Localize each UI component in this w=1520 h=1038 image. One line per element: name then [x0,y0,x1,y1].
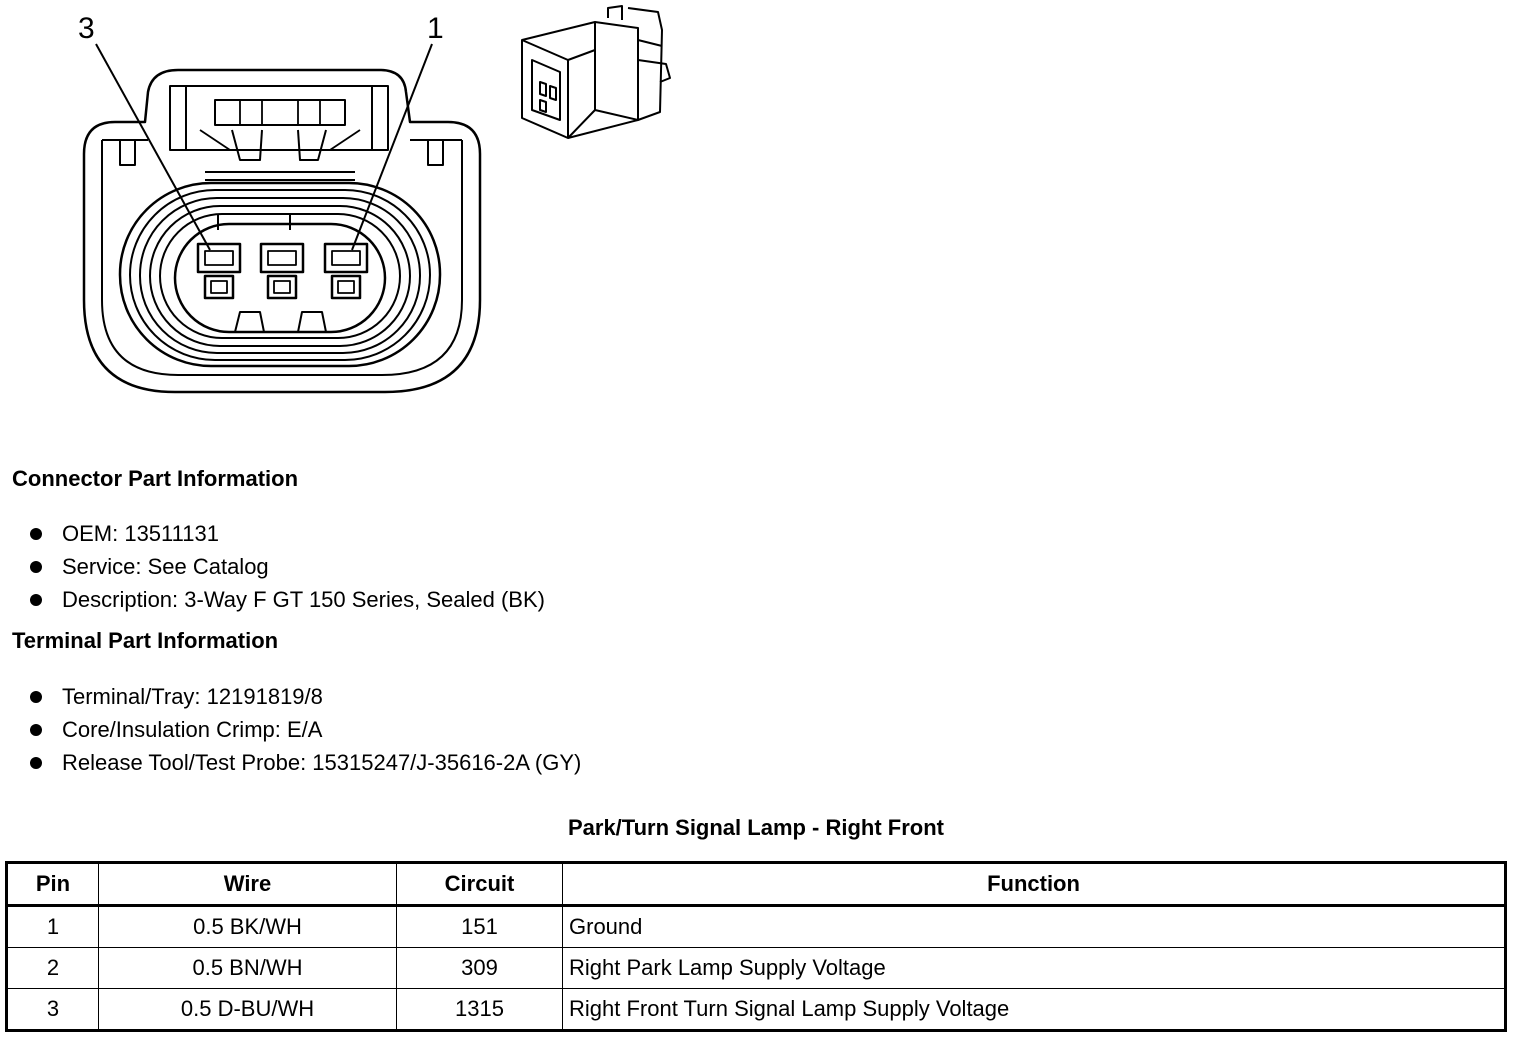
terminal-info-heading: Terminal Part Information [12,628,279,653]
list-item [30,517,545,550]
column-header-pin: Pin [7,863,99,906]
wire-cell: 0.5 BK/WH [99,906,397,948]
list-item-text: Description: 3-Way F GT 150 Series, Sealed (BK) [62,587,545,612]
function-cell: Ground [563,906,1506,948]
table-row [7,948,1506,989]
pin-table-title: Park/Turn Signal Lamp - Right Front [567,815,945,840]
column-header-wire: Wire [99,863,397,906]
connector-isometric-icon [510,0,690,150]
table-header-row [7,863,1506,906]
wire-cell: 0.5 D-BU/WH [99,989,397,1031]
list-item-text: Core/Insulation Crimp: E/A [62,717,323,742]
function-cell: Right Park Lamp Supply Voltage [563,948,1506,989]
bullet-icon [30,691,42,703]
terminal-cavity-2 [261,244,303,272]
pin-1-leader-line [352,44,432,250]
pin-3-leader-line [96,44,210,250]
list-item-text: Terminal/Tray: 12191819/8 [62,684,323,709]
column-header-circuit: Circuit [397,863,563,906]
pin-3-callout: 3 [78,12,95,45]
bullet-icon [30,724,42,736]
list-item [30,680,581,713]
list-item [30,746,581,779]
circuit-cell: 1315 [397,989,563,1031]
list-item-text: Release Tool/Test Probe: 15315247/J-35616-2A (GY) [62,750,582,775]
circuit-cell: 309 [397,948,563,989]
connector-info-heading: Connector Part Information [12,466,299,491]
pin-1-callout: 1 [427,12,444,45]
connector-info-list [30,517,545,616]
pin-cell: 2 [7,948,99,989]
list-item [30,550,545,583]
bullet-icon [30,594,42,606]
function-cell: Right Front Turn Signal Lamp Supply Voltage [563,989,1506,1031]
terminal-cavity-1 [325,244,367,272]
terminal-info-list [30,680,581,779]
bullet-icon [30,528,42,540]
connector-face-diagram [0,0,500,410]
pin-cell: 3 [7,989,99,1031]
wire-cell: 0.5 BN/WH [99,948,397,989]
list-item [30,583,545,616]
pin-cell: 1 [7,906,99,948]
table-row [7,989,1506,1031]
terminal-cavity-3 [198,244,240,272]
table-row [7,906,1506,948]
bullet-icon [30,757,42,769]
column-header-function: Function [563,863,1506,906]
pin-table [5,861,1507,1032]
list-item-text: Service: See Catalog [62,554,269,579]
circuit-cell: 151 [397,906,563,948]
connector-latch [170,86,388,150]
list-item [30,713,581,746]
bullet-icon [30,561,42,573]
list-item-text: OEM: 13511131 [62,521,219,546]
